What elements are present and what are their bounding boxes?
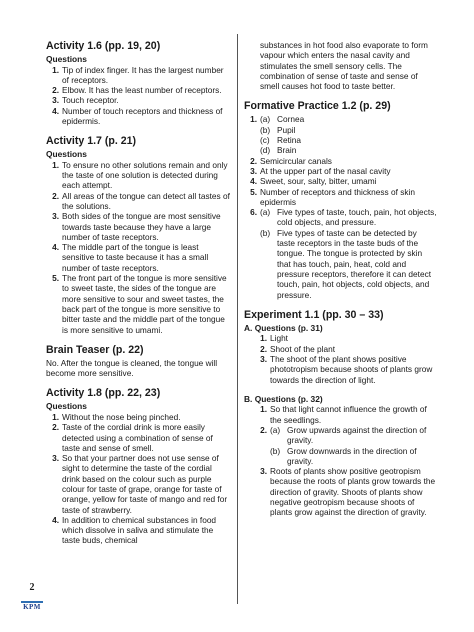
sub-item: (d) Brain bbox=[260, 145, 297, 156]
activity-1-7-heading: Activity 1.7 (p. 21) bbox=[46, 135, 137, 148]
section-a-list bbox=[244, 333, 437, 384]
list-item: 1. (a) Cornea (b) Pupil (c) Retina (d) Brain bbox=[244, 114, 437, 155]
list-item: 1. Without the nose being pinched. bbox=[52, 411, 181, 422]
list-item: 2. All areas of the tongue can detect all tastes of the solutions. bbox=[52, 190, 230, 211]
activity-1-8-list bbox=[46, 412, 231, 546]
list-item: 2. Semicircular canals bbox=[250, 155, 332, 166]
list-item: 2. (a) Grow upwards against the direction of gravity. (b) Grow downwards in the direction of gravity. bbox=[254, 425, 437, 466]
sub-item: (b) Grow downwards in the direction of gravity. bbox=[270, 445, 417, 466]
list-item: 3. Roots of plants show positive geotropism because the roots of plants grow towards the direction of gravity. Shoots of plants show negative geotropism because shoots of plants grow against the direction of gravity. bbox=[260, 466, 436, 518]
list-item: 3. So that your partner does not use sense of sight to determine the taste of the cordial drink based on the colour such as purple colour for taste of grape, orange for taste of orange, yellow for taste of mango and red for taste of strawberry. bbox=[52, 453, 228, 515]
formative-practice-heading: Formative Practice 1.2 (p. 29) bbox=[244, 100, 391, 113]
continued-text: substances in hot food also evaporate to form vapour which enters the nasal cavity and stimulates the smell sensory cells. The combination of sense of taste and sense of smell causes hot food to taste better. bbox=[260, 40, 428, 92]
questions-label: Questions bbox=[46, 54, 87, 64]
sub-item: (b) Pupil bbox=[260, 124, 296, 135]
activity-1-6-heading: Activity 1.6 (pp. 19, 20) bbox=[46, 40, 161, 52]
column-divider bbox=[237, 34, 238, 604]
sub-item: (b) Five types of taste can be detected by taste receptors in the taste buds of the tongue. The tongue is protected by skin that has touch, pain, heat, cold and pressure receptors, therefore it can detect touch, pain, hot objects, cold objects, and pressure. bbox=[260, 227, 432, 300]
list-item: 6. (a) Five types of taste, touch, pain, hot objects, cold objects, and pressure. (b) Five types of taste can be detected by taste receptors in the taste buds of the tongue. The tongue is protected by skin that has touch, pain, heat, cold and pressure receptors, therefore it can detect touch, pain, hot objects, cold objects, and pressure. bbox=[250, 207, 437, 300]
sub-item: (a) Grow upwards against the direction of gravity. bbox=[270, 424, 427, 446]
list-item: 3. At the upper part of the nasal cavity bbox=[250, 165, 391, 176]
list-item: 1. Tip of index finger. It has the largest number of receptors. bbox=[52, 64, 224, 85]
sub-item: (a) Cornea bbox=[260, 114, 305, 125]
list-item: 4. In addition to chemical substances in food which dissolve in saliva and stimulate the taste buds, chemical bbox=[52, 514, 217, 546]
left-column bbox=[46, 40, 231, 546]
list-item: 2. Taste of the cordial drink is more easily detected using a combination of sense of taste and sense of smell. bbox=[52, 422, 213, 453]
list-item: 2. Elbow. It has the least number of receptors. bbox=[52, 85, 222, 96]
list-item: 5. Number of receptors and thickness of skin epidermis bbox=[250, 186, 415, 207]
brain-teaser-text: No. After the tongue is cleaned, the tongue will become more sensitive. bbox=[46, 357, 218, 379]
activity-1-8-heading: Activity 1.8 (pp. 22, 23) bbox=[46, 387, 161, 400]
logo-mark-icon bbox=[21, 593, 43, 603]
list-item: 4. The middle part of the tongue is least sensitive to taste because it has a small number of taste receptors. bbox=[52, 242, 209, 273]
list-item: 4. Number of touch receptors and thickness of epidermis. bbox=[52, 105, 223, 126]
section-b-list bbox=[244, 404, 437, 517]
logo-text: KPM bbox=[23, 603, 41, 611]
sub-item: (a) Five types of taste, touch, pain, hot objects, cold objects, and pressure. bbox=[260, 207, 437, 228]
section-a-label: A. Questions (p. 31) bbox=[244, 322, 323, 333]
formative-practice-list bbox=[244, 114, 437, 299]
sub-item: (c) Retina bbox=[260, 135, 301, 146]
questions-label: Questions bbox=[46, 149, 87, 160]
kpm-logo bbox=[20, 582, 44, 611]
list-item: 1. To ensure no other solutions remain and only the taste of one solution is detected during each attempt. bbox=[52, 159, 228, 191]
activity-1-7-list bbox=[46, 160, 231, 335]
brain-teaser-heading: Brain Teaser (p. 22) bbox=[46, 343, 144, 356]
list-item: 1. So that light cannot influence the growth of the seedlings. bbox=[260, 404, 427, 425]
list-item: 2. Shoot of the plant bbox=[260, 343, 336, 354]
list-item: 3. Touch receptor. bbox=[52, 95, 119, 106]
list-item: 4. Sweet, sour, salty, bitter, umami bbox=[250, 176, 377, 187]
right-column bbox=[244, 40, 437, 518]
activity-1-6-list bbox=[46, 65, 231, 127]
section-b-label: B. Questions (p. 32) bbox=[244, 393, 323, 404]
list-item: 5. The front part of the tongue is more sensitive to sweet taste, the sides of the tongue are more sensitive to sour and sweet tastes, the back part of the tongue is more sensitive to bitter taste and the middle part of the tongue is more sensitive to umami. bbox=[52, 273, 227, 335]
list-item: 1. Light bbox=[260, 333, 288, 344]
questions-label: Questions bbox=[46, 401, 87, 412]
list-item: 3. The shoot of the plant shows positive phototropism because shoots of plants grow towards the direction of light. bbox=[260, 353, 433, 385]
list-item: 3. Both sides of the tongue are most sensitive towards taste because they have a large number of taste receptors. bbox=[52, 211, 221, 242]
experiment-1-1-heading: Experiment 1.1 (pp. 30 – 33) bbox=[244, 308, 384, 321]
page-number: 2 bbox=[29, 582, 35, 593]
